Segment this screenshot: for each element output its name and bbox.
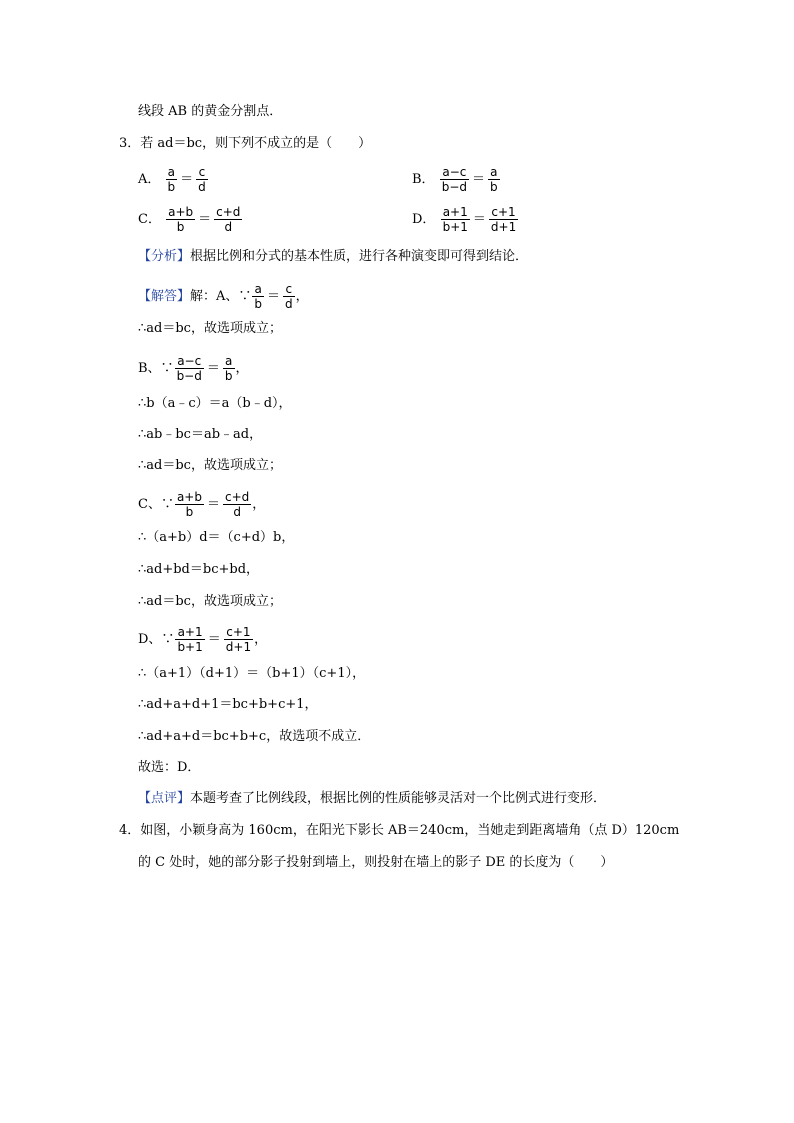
- solution-c-conclusion: ∴ad＝bc，故选项成立；: [138, 594, 282, 609]
- solution-c-left-fraction: $\frac{a+b}{b}$: [176, 490, 202, 519]
- option-b-right-fraction: $\frac{a}{b}$: [490, 165, 498, 194]
- option-d-label: D．: [412, 212, 436, 227]
- option-c: C． $\frac{a+b}{b}$ ＝ $\frac{c+d}{d}$: [138, 205, 241, 234]
- option-c-label: C．: [138, 212, 161, 227]
- analysis: [138, 249, 528, 265]
- question-4-line-2: 的 C 处时，她的部分影子投射到墙上，则投射在墙上的影子 DE 的长度为（ ）: [138, 855, 614, 870]
- comment-text: 本题考查了比例线段，根据比例的性质能够灵活对一个比例式进行变形．: [190, 791, 607, 806]
- option-a-right-fraction: $\frac{c}{d}$: [198, 165, 206, 194]
- solution-d-step-2: ∴ad+a+d+1＝bc+b+c+1，: [138, 697, 318, 712]
- solution-a-right-fraction: $\frac{c}{d}$: [285, 282, 293, 311]
- solution-a: 【解答】解：A、∵ $\frac{a}{b}$ ＝ $\frac{c}{d}$ ，: [138, 282, 309, 311]
- question-4-line-1: 4．如图，小颖身高为 160cm，在阳光下影长 AB＝240cm，当她走到距离墙角（点 D）120cm: [119, 823, 680, 838]
- solution-b: B、∵ $\frac{a-c}{b-d}$ ＝ $\frac{a}{b}$ ，: [138, 354, 249, 383]
- solution-b-step-2: ∴ab﹣bc＝ab﹣ad，: [138, 427, 263, 442]
- solution-a-left-fraction: $\frac{a}{b}$: [254, 282, 263, 311]
- solution-b-prefix: B、∵: [138, 361, 174, 376]
- solution-d-right-fraction: $\frac{c+1}{d+1}$: [225, 625, 252, 654]
- solution-a-prefix: 解：A、∵: [190, 289, 252, 304]
- option-b-left-fraction: $\frac{a-c}{b-d}$: [441, 165, 467, 194]
- solution-b-left-fraction: $\frac{a-c}{b-d}$: [176, 354, 202, 383]
- option-b: B． $\frac{a-c}{b-d}$ ＝ $\frac{a}{b}$: [412, 165, 498, 194]
- solution-c-step-2: ∴ad+bd＝bc+bd，: [138, 562, 260, 577]
- option-d-right-fraction: $\frac{c+1}{d+1}$: [490, 205, 517, 234]
- comment-tag: 【点评】: [138, 791, 191, 806]
- solution-choice: 故选：D．: [138, 760, 201, 775]
- analysis-text: 根据比例和分式的基本性质，进行各种演变即可得到结论．: [190, 249, 529, 264]
- analysis-tag: 【分析】: [138, 249, 191, 264]
- option-d-left-fraction: $\frac{a+1}{b+1}$: [442, 205, 468, 234]
- option-c-left-fraction: $\frac{a+b}{b}$: [168, 205, 194, 234]
- solution-c: C、∵ $\frac{a+b}{b}$ ＝ $\frac{c+d}{d}$ ，: [138, 490, 266, 519]
- solution-b-conclusion: ∴ad＝bc，故选项成立；: [138, 458, 282, 473]
- question-3-stem: 3．若 ad＝bc，则下列不成立的是（ ）: [119, 136, 372, 151]
- solution-b-step-1: ∴b（a﹣c）＝a（b﹣d），: [138, 396, 292, 411]
- solution-a-conclusion: ∴ad＝bc，故选项成立；: [138, 321, 282, 336]
- solution-d: D、∵ $\frac{a+1}{b+1}$ ＝ $\frac{c+1}{d+1}$ ，: [138, 625, 268, 654]
- solution-d-left-fraction: $\frac{a+1}{b+1}$: [177, 625, 203, 654]
- solution-c-step-1: ∴（a+b）d＝（c+d）b，: [138, 530, 295, 545]
- comment: [138, 791, 606, 807]
- solution-d-prefix: D、∵: [138, 632, 175, 647]
- option-a: A． $\frac{a}{b}$ ＝ $\frac{c}{d}$: [138, 165, 206, 194]
- solution-c-right-fraction: $\frac{c+d}{d}$: [225, 490, 250, 519]
- solution-b-right-fraction: $\frac{a}{b}$: [224, 354, 233, 383]
- solution-tag: 【解答】: [138, 289, 191, 304]
- option-b-label: B．: [412, 172, 435, 187]
- option-a-left-fraction: $\frac{a}{b}$: [167, 165, 176, 194]
- option-c-right-fraction: $\frac{c+d}{d}$: [216, 205, 241, 234]
- option-a-label: A．: [138, 172, 161, 187]
- intro-line: 线段 AB 的黄金分割点．: [138, 104, 283, 119]
- option-d: D． $\frac{a+1}{b+1}$ ＝ $\frac{c+1}{d+1}$: [412, 205, 517, 234]
- solution-d-conclusion: ∴ad+a+d＝bc+b+c，故选项不成立．: [138, 729, 371, 744]
- solution-d-step-1: ∴（a+1）（d+1）＝（b+1）（c+1），: [138, 666, 366, 681]
- solution-c-prefix: C、∵: [138, 497, 174, 512]
